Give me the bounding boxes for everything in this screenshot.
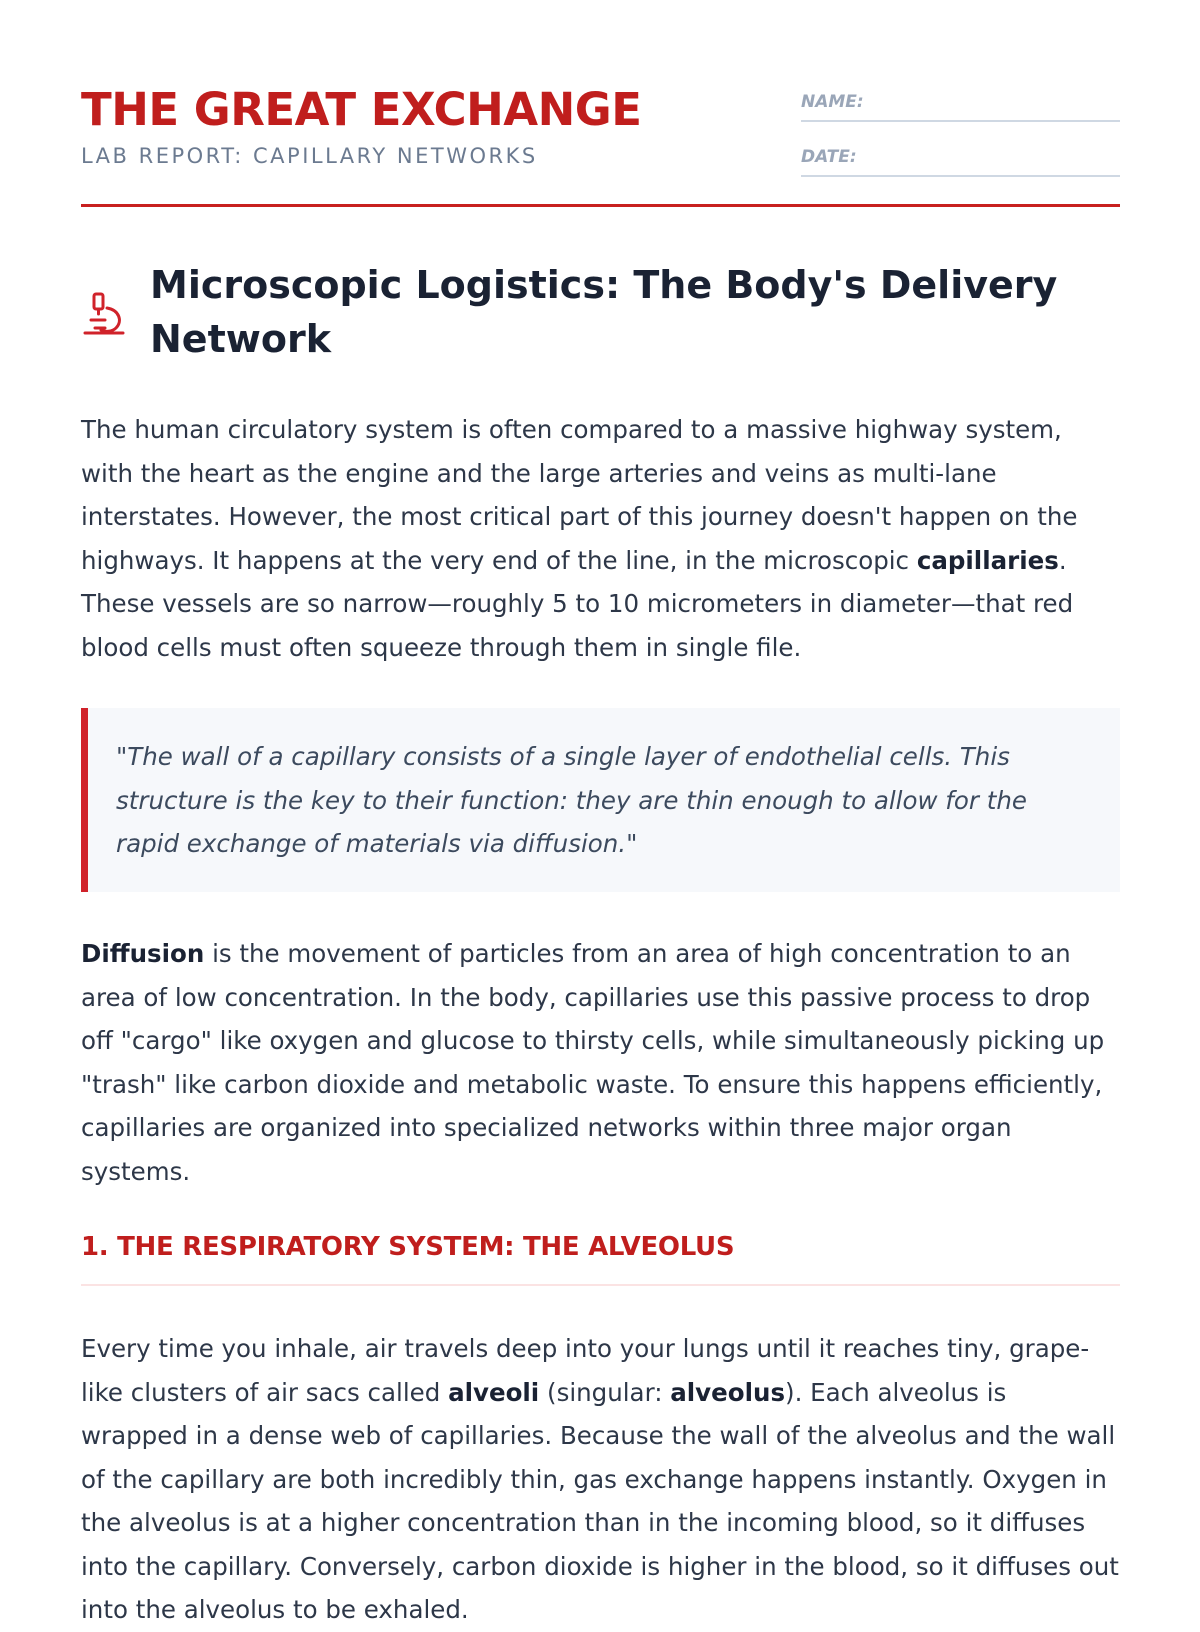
quote-text: "The wall of a capillary consists of a single layer of endothelial cells. This structure is the key to their function: they are thin enough to allow for the rapid exchange of materials via diffusion." <box>116 742 1027 858</box>
pull-quote <box>81 708 1120 892</box>
respiratory-paragraph <box>81 1327 1120 1632</box>
subsection-title: 1. THE RESPIRATORY SYSTEM: THE ALVEOLUS <box>81 1232 735 1262</box>
document-subtitle: LAB REPORT: CAPILLARY NETWORKS <box>81 144 538 168</box>
bold-term: Diffusion <box>81 939 205 968</box>
text-run: . These vessels are so narrow—roughly 5 to 10 micrometers in diameter—that red blood cells must often squeeze through them in single file. <box>81 545 1074 662</box>
text-run: ). Each alveolus is wrapped in a dense web of capillaries. Because the wall of the alveolus and the wall of the capillary are both incredibly thin, gas exchange happens instantly. Oxygen in the alveolus is at a higher concentration than in the incoming blood, so it diffuses into the capillary. Conversely, carbon dioxide is higher in the blood, so it diffuses out into the alveolus to be exhaled. <box>81 1377 1119 1624</box>
date-field[interactable] <box>801 147 1120 177</box>
text-run: is the movement of particles from an area of high concentration to an area of low concentration. In the body, capillaries use this passive process to drop off "cargo" like oxygen and glucose to thirsty cells, while simultaneously picking up "trash" like carbon dioxide and metabolic waste. To ensure this happens efficiently, capillaries are organized into specialized networks within three major organ systems. <box>81 939 1105 1186</box>
intro-paragraph <box>81 408 1120 669</box>
bold-term: alveolus <box>670 1377 786 1407</box>
document-header <box>81 0 1120 207</box>
bold-term: capillaries <box>916 545 1059 575</box>
document-title: THE GREAT EXCHANGE <box>81 83 642 136</box>
section-title: Microscopic Logistics: The Body's Delivery Network <box>150 263 1058 361</box>
name-label: NAME: <box>801 92 864 112</box>
document-page <box>81 0 1120 1624</box>
text-run: (singular: <box>539 1377 671 1407</box>
text-run: Every time you inhale, air travels deep into your lungs until it reaches tiny, grape-like clusters of air sacs called <box>81 1334 1090 1407</box>
bold-term: alveoli <box>448 1377 540 1407</box>
microscope-icon <box>81 290 127 340</box>
subsection-heading <box>81 1230 1120 1286</box>
diffusion-paragraph <box>81 932 1120 1193</box>
text-run: The human circulatory system is often compared to a massive highway system, with the heart as the engine and the large arteries and veins as multi-lane interstates. However, the most critical part of this journey doesn't happen on the highways. It happens at the very end of the line, in the microscopic <box>81 415 1078 575</box>
name-field[interactable] <box>801 92 1120 122</box>
date-label: DATE: <box>801 147 857 167</box>
